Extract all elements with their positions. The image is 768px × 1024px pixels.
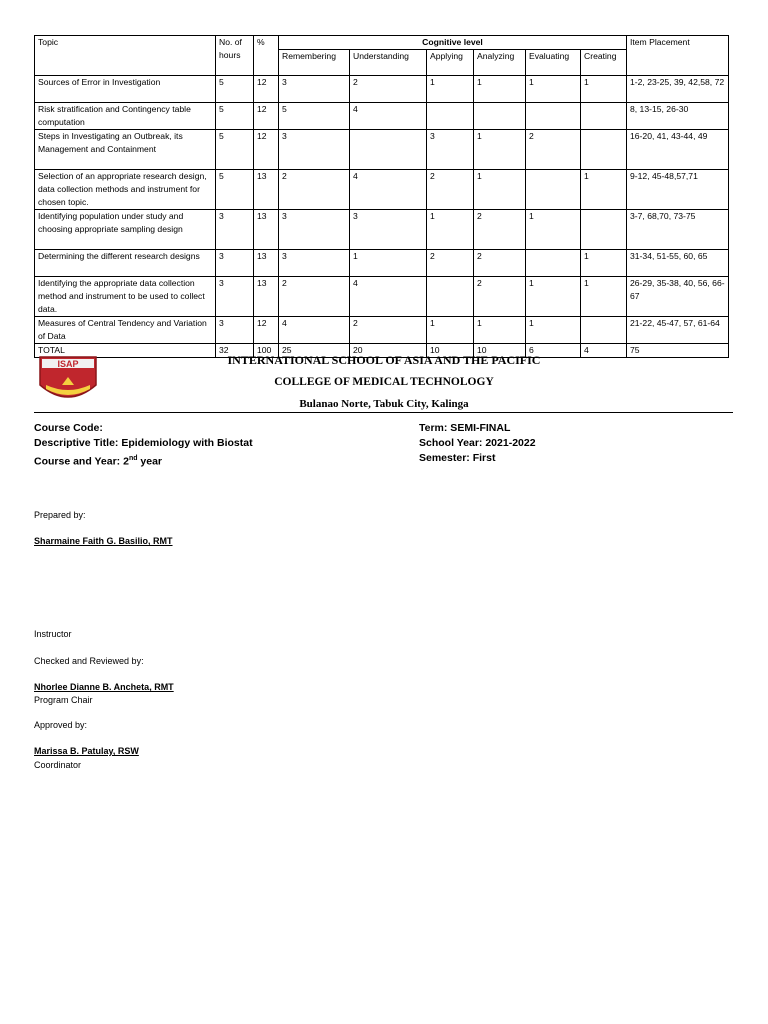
- cell-analyzing: 1: [474, 76, 526, 103]
- header-cognitive-level: Cognitive level: [279, 36, 627, 50]
- cell-topic: Risk stratification and Contingency table computation: [35, 103, 216, 130]
- cell-applying: 1: [427, 76, 474, 103]
- table-row: [35, 103, 729, 130]
- approved-by-label: Approved by:: [34, 720, 88, 730]
- table-row: [35, 210, 729, 250]
- cell-hours: 5: [216, 103, 254, 130]
- cell-item-placement: 75: [627, 344, 729, 358]
- table-row: [35, 170, 729, 210]
- cell-percent: 12: [254, 317, 279, 344]
- cell-percent: 12: [254, 76, 279, 103]
- cell-applying: [427, 103, 474, 130]
- logo-text: ISAP: [57, 359, 79, 369]
- cell-percent: 12: [254, 103, 279, 130]
- cell-evaluating: [526, 103, 581, 130]
- cell-remembering: 3: [279, 130, 350, 170]
- table-row: [35, 250, 729, 277]
- approved-by-name: Marissa B. Patulay, RSW: [34, 746, 139, 756]
- cell-item-placement: 16-20, 41, 43-44, 49: [627, 130, 729, 170]
- cell-topic: Identifying the appropriate data collection method and instrument to be used to collect data.: [35, 277, 216, 317]
- cell-applying: 2: [427, 250, 474, 277]
- cell-analyzing: 2: [474, 210, 526, 250]
- table-row: [35, 277, 729, 317]
- table-row: [35, 76, 729, 103]
- cell-creating: 1: [581, 76, 627, 103]
- cell-remembering: 4: [279, 317, 350, 344]
- cell-item-placement: 9-12, 45-48,57,71: [627, 170, 729, 210]
- cell-analyzing: 1: [474, 317, 526, 344]
- cell-understanding: 2: [350, 317, 427, 344]
- cell-understanding: 1: [350, 250, 427, 277]
- course-code: Course Code:: [34, 422, 103, 434]
- cell-evaluating: 1: [526, 277, 581, 317]
- header-percent: %: [254, 36, 279, 76]
- cell-remembering: 3: [279, 76, 350, 103]
- cell-creating: 4: [581, 344, 627, 358]
- cell-understanding: 20: [350, 344, 427, 358]
- course-info-right: [419, 421, 536, 466]
- cell-applying: 2: [427, 170, 474, 210]
- cell-understanding: 4: [350, 170, 427, 210]
- cell-item-placement: 8, 13-15, 26-30: [627, 103, 729, 130]
- cell-topic: Measures of Central Tendency and Variation of Data: [35, 317, 216, 344]
- cell-analyzing: 1: [474, 130, 526, 170]
- cell-percent: 12: [254, 130, 279, 170]
- cell-hours: 5: [216, 76, 254, 103]
- course-info-left: [34, 421, 253, 470]
- header-remembering: Remembering: [279, 50, 350, 76]
- cell-applying: [427, 277, 474, 317]
- cell-percent: 13: [254, 170, 279, 210]
- cell-topic: Selection of an appropriate research design, data collection methods and instrument for chosen topic.: [35, 170, 216, 210]
- header-creating: Creating: [581, 50, 627, 76]
- cell-remembering: 2: [279, 170, 350, 210]
- cell-percent: 13: [254, 277, 279, 317]
- cell-creating: [581, 210, 627, 250]
- cell-understanding: 4: [350, 103, 427, 130]
- approved-by-role: Coordinator: [34, 760, 82, 770]
- cell-item-placement: 31-34, 51-55, 60, 65: [627, 250, 729, 277]
- table-row: [35, 317, 729, 344]
- semester: Semester: First: [419, 452, 496, 464]
- college-name: COLLEGE OF MEDICAL TECHNOLOGY: [274, 376, 494, 388]
- cell-applying: 1: [427, 210, 474, 250]
- descriptive-title: Descriptive Title: Epidemiology with Biostat: [34, 437, 253, 449]
- cell-remembering: 3: [279, 210, 350, 250]
- header-analyzing: Analyzing: [474, 50, 526, 76]
- cell-remembering: 2: [279, 277, 350, 317]
- cell-percent: 13: [254, 250, 279, 277]
- school-name: INTERNATIONAL SCHOOL OF ASIA AND THE PACIFIC: [227, 353, 541, 367]
- cell-creating: [581, 103, 627, 130]
- cell-topic: Sources of Error in Investigation: [35, 76, 216, 103]
- table-of-specifications: [34, 35, 729, 358]
- table-row: [35, 130, 729, 170]
- cell-remembering: 3: [279, 250, 350, 277]
- cell-hours: 3: [216, 210, 254, 250]
- header-item-placement: Item Placement: [627, 36, 729, 76]
- cell-creating: [581, 130, 627, 170]
- cell-applying: 3: [427, 130, 474, 170]
- cell-evaluating: [526, 170, 581, 210]
- header-understanding: Understanding: [350, 50, 427, 76]
- cell-evaluating: 6: [526, 344, 581, 358]
- cell-analyzing: [474, 103, 526, 130]
- cell-understanding: 3: [350, 210, 427, 250]
- prepared-by-name: Sharmaine Faith G. Basilio, RMT: [34, 536, 173, 546]
- cell-item-placement: 1-2, 23-25, 39, 42,58, 72: [627, 76, 729, 103]
- cell-creating: 1: [581, 250, 627, 277]
- term: Term: SEMI-FINAL: [419, 422, 511, 434]
- cell-hours: 3: [216, 317, 254, 344]
- cell-topic: Determining the different research designs: [35, 250, 216, 277]
- cell-hours: 3: [216, 250, 254, 277]
- cell-percent: 13: [254, 210, 279, 250]
- header-evaluating: Evaluating: [526, 50, 581, 76]
- cell-item-placement: 26-29, 35-38, 40, 56, 66-67: [627, 277, 729, 317]
- cell-hours: 5: [216, 170, 254, 210]
- header-divider: [34, 412, 733, 413]
- cell-hours: 5: [216, 130, 254, 170]
- header-topic: Topic: [35, 36, 216, 76]
- prepared-by-role: Instructor: [34, 629, 72, 639]
- cell-item-placement: 21-22, 45-47, 57, 61-64: [627, 317, 729, 344]
- cell-understanding: 2: [350, 76, 427, 103]
- course-and-year: Course and Year: 2nd year: [34, 455, 163, 468]
- cell-creating: [581, 317, 627, 344]
- cell-topic: Identifying population under study and choosing appropriate sampling design: [35, 210, 216, 250]
- cell-analyzing: 2: [474, 250, 526, 277]
- school-address: Bulanao Norte, Tabuk City, Kalinga: [299, 398, 469, 410]
- header-applying: Applying: [427, 50, 474, 76]
- checked-by-name: Nhorlee Dianne B. Ancheta, RMT: [34, 682, 174, 692]
- cell-applying: 1: [427, 317, 474, 344]
- prepared-by-label: Prepared by:: [34, 510, 86, 520]
- cell-understanding: [350, 130, 427, 170]
- cell-creating: 1: [581, 170, 627, 210]
- cell-evaluating: [526, 250, 581, 277]
- cell-analyzing: 10: [474, 344, 526, 358]
- cell-topic: TOTAL: [35, 344, 216, 358]
- checked-by-role: Program Chair: [34, 695, 93, 705]
- cell-remembering: 25: [279, 344, 350, 358]
- cell-understanding: 4: [350, 277, 427, 317]
- cell-analyzing: 2: [474, 277, 526, 317]
- cell-percent: 100: [254, 344, 279, 358]
- school-year: School Year: 2021-2022: [419, 437, 536, 449]
- checked-by-label: Checked and Reviewed by:: [34, 656, 144, 666]
- cell-creating: 1: [581, 277, 627, 317]
- cell-item-placement: 3-7, 68,70, 73-75: [627, 210, 729, 250]
- cell-remembering: 5: [279, 103, 350, 130]
- cell-hours: 32: [216, 344, 254, 358]
- cell-topic: Steps in Investigating an Outbreak, its Management and Containment: [35, 130, 216, 170]
- header-hours: No. of hours: [216, 36, 254, 76]
- cell-applying: 10: [427, 344, 474, 358]
- cell-evaluating: 1: [526, 210, 581, 250]
- cell-evaluating: 2: [526, 130, 581, 170]
- cell-analyzing: 1: [474, 170, 526, 210]
- cell-evaluating: 1: [526, 76, 581, 103]
- cell-hours: 3: [216, 277, 254, 317]
- cell-evaluating: 1: [526, 317, 581, 344]
